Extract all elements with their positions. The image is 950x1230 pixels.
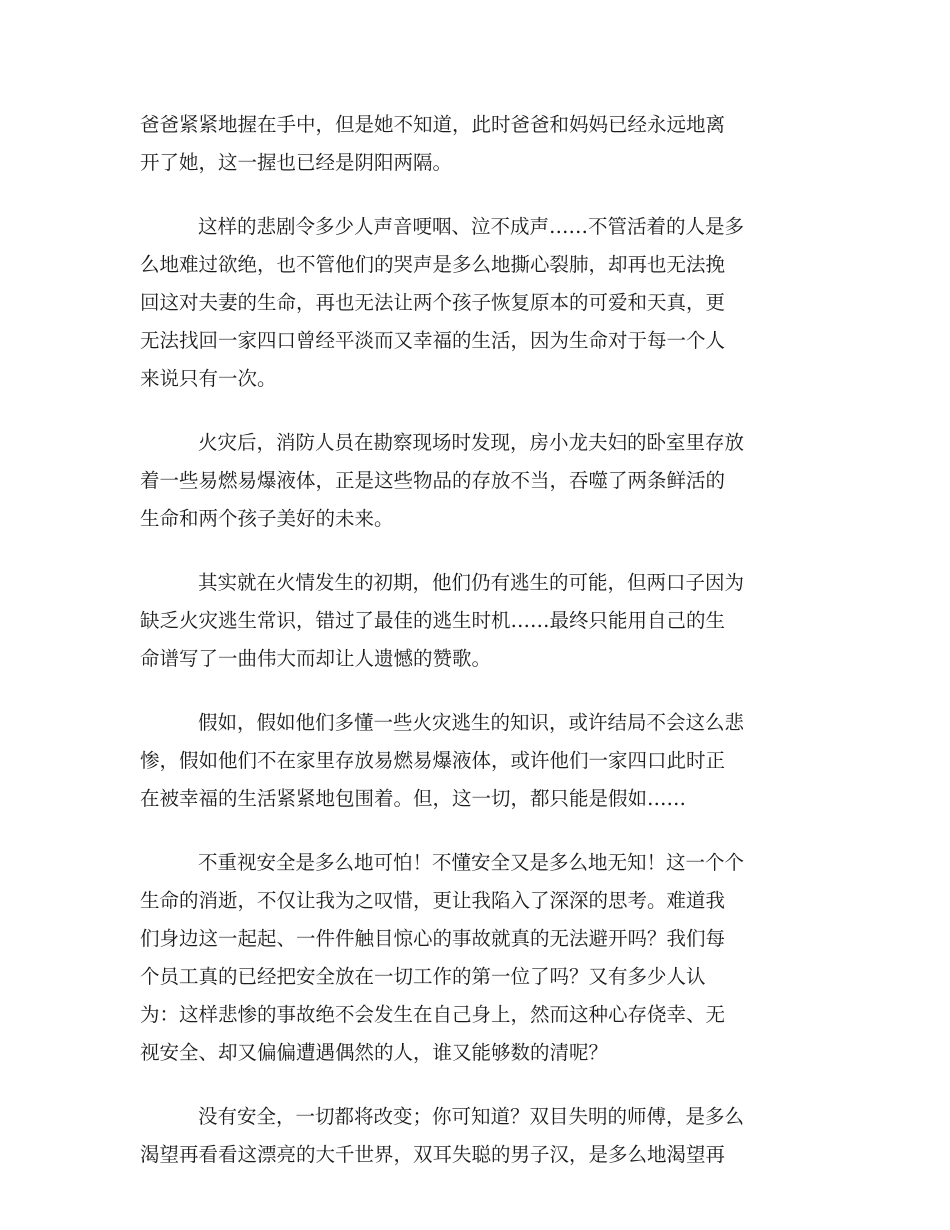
paragraph-2 <box>140 208 810 398</box>
text-line: 个员工真的已经把安全放在一切工作的第一位了吗？又有多少人认 <box>140 965 706 988</box>
paragraph-gap <box>140 818 810 844</box>
text-line: 开了她，这一握也已经是阴阳两隔。 <box>140 151 453 174</box>
text-line: 着一些易燃易爆液体，正是这些物品的存放不当，吞噬了两条鲜活的 <box>140 469 726 492</box>
paragraph-6 <box>140 844 810 1072</box>
paragraph-gap <box>140 678 810 704</box>
text-line: 缺乏火灾逃生常识，错过了最佳的逃生时机……最终只能用自己的生 <box>140 609 726 632</box>
text-line: 惨，假如他们不在家里存放易燃易爆液体，或许他们一家四口此时正 <box>140 749 726 772</box>
text-line: 视安全、却又偏偏遭遇偶然的人，谁又能够数的清呢？ <box>140 1041 609 1064</box>
text-line: 生命的消逝，不仅让我为之叹惜，更让我陷入了深深的思考。难道我 <box>140 889 726 912</box>
paragraph-gap <box>140 398 810 424</box>
document-body <box>140 106 810 1174</box>
text-line: 假如，假如他们多懂一些火灾逃生的知识，或许结局不会这么悲 <box>198 711 745 734</box>
text-line: 渴望再看看这漂亮的大千世界，双耳失聪的男子汉，是多么地渴望再 <box>140 1143 726 1166</box>
text-line: 火灾后，消防人员在勘察现场时发现，房小龙夫妇的卧室里存放 <box>198 431 745 454</box>
text-line: 在被幸福的生活紧紧地包围着。但，这一切，都只能是假如…… <box>140 787 687 810</box>
text-line: 爸爸紧紧地握在手中，但是她不知道，此时爸爸和妈妈已经永远地离 <box>140 113 726 136</box>
text-line: 命谱写了一曲伟大而却让人遗憾的赞歌。 <box>140 647 492 670</box>
text-line: 无法找回一家四口曾经平淡而又幸福的生活，因为生命对于每一个人 <box>140 329 726 352</box>
paragraph-7 <box>140 1098 810 1174</box>
paragraph-5 <box>140 704 810 818</box>
paragraph-gap <box>140 538 810 564</box>
paragraph-1 <box>140 106 810 182</box>
text-line: 不重视安全是多么地可怕！不懂安全又是多么地无知！这一个个 <box>198 851 745 874</box>
text-line: 为：这样悲惨的事故绝不会发生在自己身上，然而这种心存侥幸、无 <box>140 1003 726 1026</box>
text-line: 其实就在火情发生的初期，他们仍有逃生的可能，但两口子因为 <box>198 571 745 594</box>
text-line: 回这对夫妻的生命，再也无法让两个孩子恢复原本的可爱和天真，更 <box>140 291 726 314</box>
text-line: 生命和两个孩子美好的未来。 <box>140 507 394 530</box>
text-line: 这样的悲剧令多少人声音哽咽、泣不成声……不管活着的人是多 <box>198 215 745 238</box>
paragraph-gap <box>140 182 810 208</box>
text-line: 们身边这一起起、一件件触目惊心的事故就真的无法避开吗？我们每 <box>140 927 726 950</box>
text-line: 没有安全，一切都将改变；你可知道？双目失明的师傅，是多么 <box>198 1105 745 1128</box>
paragraph-gap <box>140 1072 810 1098</box>
text-line: 么地难过欲绝，也不管他们的哭声是多么地撕心裂肺，却再也无法挽 <box>140 253 726 276</box>
text-line: 来说只有一次。 <box>140 367 277 390</box>
paragraph-4 <box>140 564 810 678</box>
paragraph-3 <box>140 424 810 538</box>
